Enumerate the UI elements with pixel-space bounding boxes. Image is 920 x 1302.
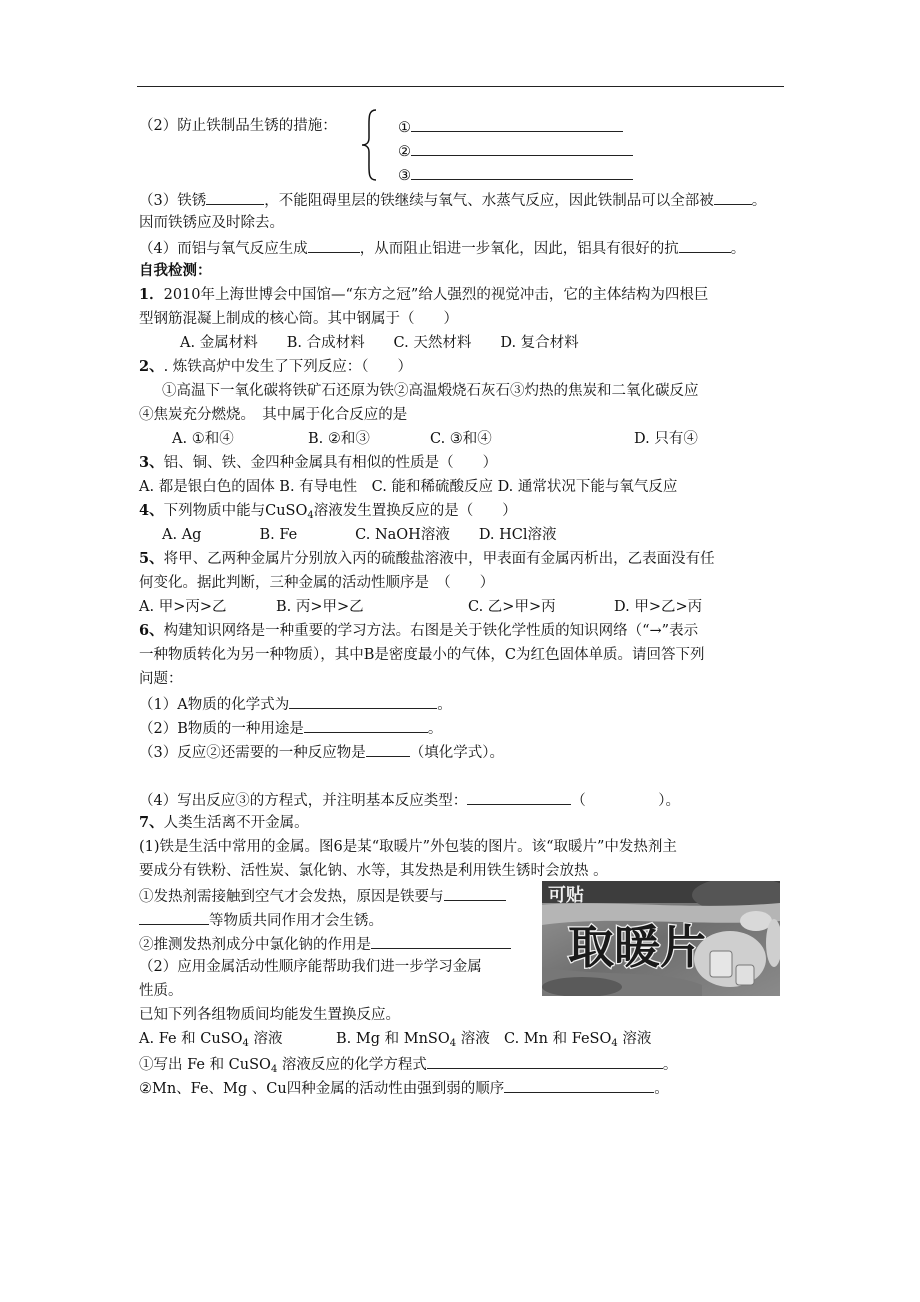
item5-line2: 何变化。据此判断，三种金属的活动性顺序是 （ ） bbox=[139, 575, 495, 591]
item2-opt-b: B. ②和③ bbox=[308, 431, 370, 447]
item2-opt-c: C. ③和④ bbox=[430, 431, 492, 447]
item7-stem: 7、人类生活离不开金属。 bbox=[139, 814, 309, 831]
q4-blank-1[interactable] bbox=[308, 237, 360, 253]
item6-sub4: （4）写出反应③的方程式，并注明基本反应类型： （ ）。 bbox=[139, 789, 680, 809]
item7-p1-q1-cont: 等物质共同作用才会生锈。 bbox=[139, 909, 383, 929]
item7-p2-opt-b: B. Mg 和 MnSO$_4$ 溶液 bbox=[336, 1031, 490, 1049]
measure-1-blank[interactable] bbox=[411, 116, 623, 132]
hand-warmer-photo bbox=[542, 881, 780, 996]
item1-line2: 型钢筋混凝上制成的核心筒。其中钢属于（ ） bbox=[139, 311, 458, 327]
item7-p1-line1: (1)铁是生活中常用的金属。图6是某“取暖片”外包装的图片。该“取暖片”中发热剂主 bbox=[139, 839, 677, 855]
item7-blank-1b[interactable] bbox=[139, 909, 209, 925]
item5-opt-c: C. 乙>甲>丙 bbox=[468, 599, 556, 615]
measure-2: ② bbox=[398, 140, 633, 160]
item5-opt-d: D. 甲>乙>丙 bbox=[614, 599, 703, 615]
q2-measures-label: （2）防止铁制品生锈的措施： bbox=[139, 118, 337, 134]
item7-p2-opt-c: C. Mn 和 FeSO$_4$ 溶液 bbox=[504, 1031, 652, 1049]
measure-2-blank[interactable] bbox=[411, 140, 633, 156]
item7-blank-1[interactable] bbox=[444, 885, 506, 901]
item2-opt-a: A. ①和④ bbox=[172, 431, 234, 447]
curly-brace bbox=[360, 108, 380, 182]
item5-line1: 5、将甲、乙两种金属片分别放入丙的硫酸盐溶液中，甲表面有金属丙析出，乙表面没有任 bbox=[139, 550, 715, 567]
photo-text-small: 可贴 bbox=[548, 885, 584, 906]
item7-p2-line1: （2）应用金属活动性顺序能帮助我们进一步学习金属 bbox=[139, 959, 482, 975]
item7-p1-q1: ①发热剂需接触到空气才会发热，原因是铁要与 bbox=[139, 885, 506, 905]
item2-stem: 2、. 炼铁高炉中发生了下列反应：（ ） bbox=[139, 358, 413, 375]
item6-sub3: （3）反应②还需要的一种反应物是 （填化学式）。 bbox=[139, 741, 504, 761]
item7-p2-q2: ②Mn、Fe、Mg 、Cu四种金属的活动性由强到弱的顺序 。 bbox=[139, 1077, 669, 1097]
item3-stem: 3、铝、铜、铁、金四种金属具有相似的性质是（ ） bbox=[139, 454, 498, 471]
item6-sub1: （1）A物质的化学式为 。 bbox=[139, 693, 452, 713]
item7-p1-line2: 要成分有铁粉、活性炭、氯化钠、水等，其发热是利用铁生锈时会放热 。 bbox=[139, 863, 608, 879]
item7-p1-q2: ②推测发热剂成分中氯化钠的作用是 bbox=[139, 933, 511, 953]
item6-blank-1[interactable] bbox=[289, 693, 437, 709]
item7-p2-line2: 性质。 bbox=[139, 983, 183, 999]
measure-3-blank[interactable] bbox=[411, 164, 633, 180]
item1-line1: 1．2010年上海世博会中国馆—“东方之冠”给人强烈的视觉冲击，它的主体结构为四根巨 bbox=[139, 286, 709, 303]
self-check-title: 自我检测： bbox=[139, 262, 212, 279]
item5-opt-b: B. 丙>甲>乙 bbox=[276, 599, 364, 615]
item7-blank-4[interactable] bbox=[504, 1077, 654, 1093]
item6-line2: 一种物质转化为另一种物质），其中B是密度最小的气体，C为红色固体单质。请回答下列 bbox=[139, 647, 705, 663]
q3-line2: 因而铁锈应及时除去。 bbox=[139, 215, 284, 231]
q4-blank-2[interactable] bbox=[679, 237, 731, 253]
item7-blank-3[interactable] bbox=[427, 1053, 663, 1069]
item7-p2-line3: 已知下列各组物质间均能发生置换反应。 bbox=[139, 1007, 400, 1023]
item6-blank-4[interactable] bbox=[467, 789, 571, 805]
photo-text-big: 取暖片 bbox=[568, 920, 706, 974]
item7-blank-2[interactable] bbox=[371, 933, 511, 949]
item6-line1: 6、构建知识网络是一种重要的学习方法。右图是关于铁化学性质的知识网络（“→”表示 bbox=[139, 622, 699, 639]
item2-opt-d: D. 只有④ bbox=[634, 431, 698, 447]
q4-line: （4）而铝与氧气反应生成 ，从而阻止铝进一步氧化，因此，铝具有很好的抗 。 bbox=[139, 237, 745, 257]
item6-blank-3[interactable] bbox=[366, 741, 410, 757]
item1-options: A. 金属材料 B. 合成材料 C. 天然材料 D. 复合材料 bbox=[180, 335, 579, 351]
item2-line3: ④焦炭充分燃烧。 其中属于化合反应的是 bbox=[139, 407, 408, 423]
measure-1: ① bbox=[398, 116, 623, 136]
item4-stem: 4、下列物质中能与CuSO$_4$溶液发生置换反应的是（ ） bbox=[139, 502, 517, 521]
q3-blank-1[interactable] bbox=[206, 189, 264, 205]
item5-opt-a: A. 甲>丙>乙 bbox=[139, 599, 227, 615]
measure-3: ③ bbox=[398, 164, 633, 184]
item7-p2-q1: ①写出 Fe 和 CuSO$_4$ 溶液反应的化学方程式 。 bbox=[139, 1053, 677, 1073]
item6-blank-2[interactable] bbox=[304, 717, 428, 733]
header-rule bbox=[137, 86, 784, 87]
item3-options: A. 都是银白色的固体 B. 有导电性 C. 能和稀硫酸反应 D. 通常状况下能与氧气反应 bbox=[139, 479, 678, 495]
item2-line2: ①高温下一氧化碳将铁矿石还原为铁②高温煅烧石灰石③灼热的焦炭和二氧化碳反应 bbox=[162, 383, 699, 399]
item7-p2-opt-a: A. Fe 和 CuSO$_4$ 溶液 bbox=[139, 1031, 283, 1049]
item4-options: A. Ag B. Fe C. NaOH溶液 D. HCl溶液 bbox=[162, 527, 557, 543]
q3-line1: （3）铁锈 ，不能阻碍里层的铁继续与氧气、水蒸气反应，因此铁制品可以全部被 。 bbox=[139, 189, 766, 209]
item6-line3: 问题： bbox=[139, 671, 183, 687]
item6-sub2: （2）B物质的一种用途是 。 bbox=[139, 717, 442, 737]
q3-blank-2[interactable] bbox=[714, 189, 752, 205]
